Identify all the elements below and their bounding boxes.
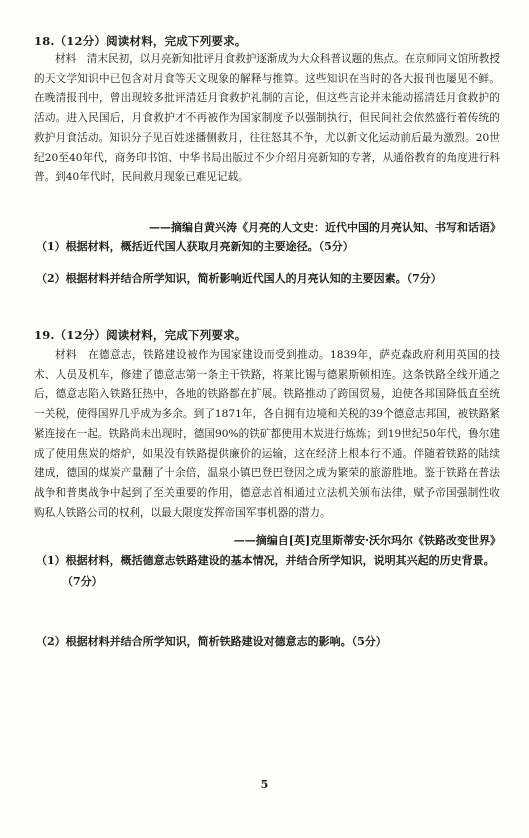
question-18-material: 材料 清末民初，以月亮新知批评月食救护逐渐成为大众科普议题的焦点。在京师同文馆所教授的天文学知识中已包含对月食等天文现象的解释与推算。这些知识在当时的各大报刊也屡见不鲜。在晚清报刊中，曾出现较多批评清廷月食救护礼制的言论，但这些言论并未能动摇清廷月食救护的活动。进入民国后，月食救护才不再被作为国家制度予以强制执行，但民间社会依然盛行着传统的救护月食活动。知识分子见百姓迷播侧救月，往往怒其不争，尤以新文化运动前后最为激烈。20世纪20至40年代，商务印书馆、中华书局出版过不少介绍月亮新知的专著，从通俗教育的角度进行科普。到40年代时，民间救月现象已难见记载。 — [34, 53, 500, 184]
question-19-material: 材料 在德意志，铁路建设被作为国家建设而受到推动。1839年，萨克森政府利用英国的技术、人员及机车，修建了德意志第一条主干铁路，将莱比锡与德累斯顿相连。这条铁路全线开通之后，德意志陷入铁路狂热中，各地的铁路都在扩展。铁路推动了跨国贸易，迫使各邦国降低直至统一关税，使得国界几乎成为多余。到了1871年，各自拥有边境和关税的39个德意志邦国，被铁路紧紧连接在一起。铁路尚未出现时，德国90%的铁矿都使用木炭进行炼炼；到19世纪50年代，鲁尔建成了使用焦炭的熔炉，如果没有铁路提供廉价的运输，这在经济上根本行不通。伴随着铁路的陆续建成，德国的煤炭产量翻了十余倍，温泉小镇巴登巴登因之成为繁荣的旅游胜地。鉴于铁路在普法战争和普奥战争中起到了至关重要的作用，德意志首相通过立法机关颁布法律，赋予帝国强制性收购私人铁路公司的权利，以最大限度发挥帝国军事机器的潜力。 — [34, 349, 500, 519]
question-18-source: ——摘编自黄兴涛《月亮的人文史：近代中国的月亮认知、书写和话语》 — [149, 221, 501, 234]
question-19-sub-2: （2）根据材料并结合所学知识，简析铁路建设对德意志的影响。（5分） — [36, 635, 387, 648]
page-number: 5 — [260, 778, 269, 791]
question-18-sub-1: （1）根据材料，概括近代国人获取月亮新知的主要途径。（5分） — [36, 240, 354, 253]
question-19-sub-1 — [36, 550, 506, 592]
question-19-sub-1-points: （7分） — [62, 575, 103, 588]
question-19-header: 19.（12分）阅读材料，完成下列要求。 — [34, 328, 247, 342]
question-19-sub-1-text: （1）根据材料，概括德意志铁路建设的基本情况，并结合所学知识，说明其兴起的历史背景。 — [36, 554, 495, 567]
question-18-header: 18.（12分）阅读材料，完成下列要求。 — [34, 34, 247, 48]
question-19-source: ——摘编自[英]克里斯蒂安·沃尔玛尔《铁路改变世界》 — [233, 534, 501, 547]
question-18-sub-2: （2）根据材料并结合所学知识，简析影响近代国人的月亮认知的主要因素。（7分） — [36, 272, 442, 285]
